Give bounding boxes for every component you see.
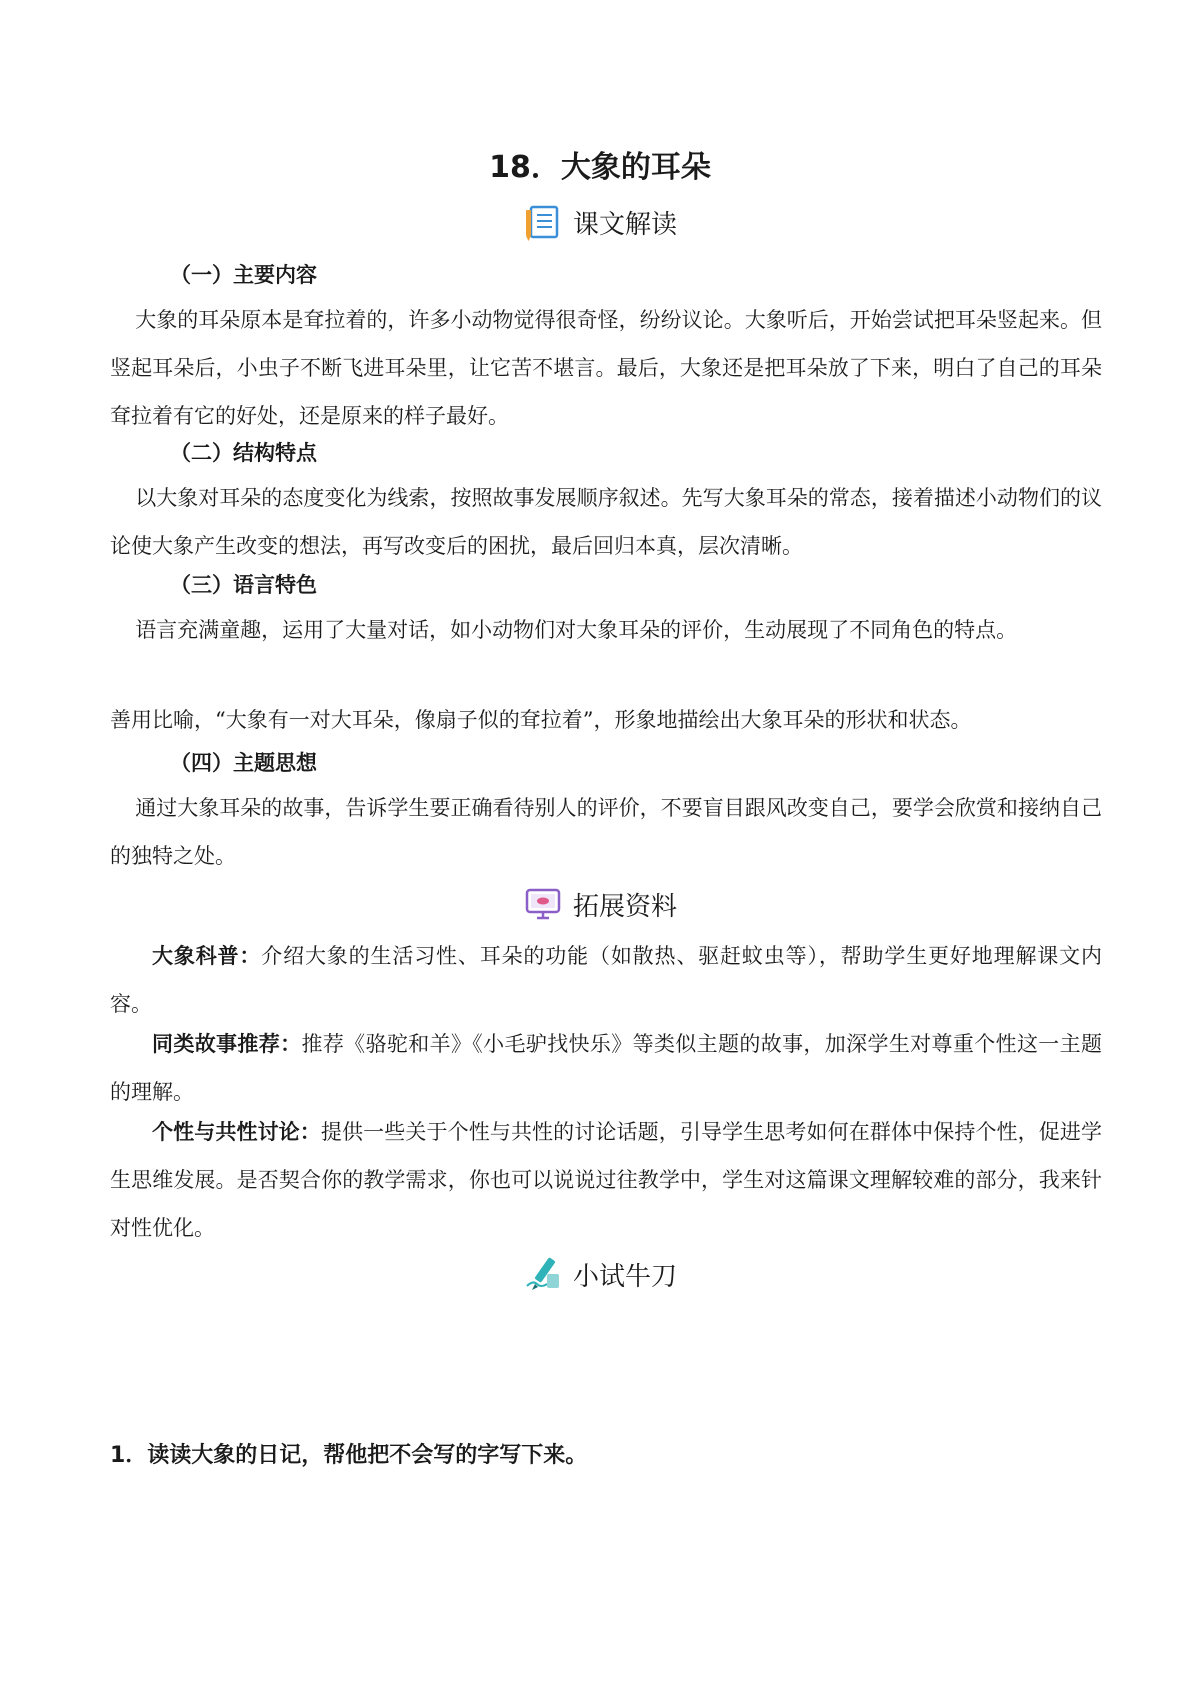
paragraph-discussion — [110, 1108, 1102, 1252]
section-heading-extension — [0, 882, 1200, 926]
notebook-pencil-icon — [523, 202, 563, 242]
paragraph-language-2: 善用比喻，“大象有一对大耳朵，像扇子似的耷拉着”，形象地描绘出大象耳朵的形状和状态。 — [110, 708, 972, 732]
heading-main-content: （一）主要内容 — [170, 263, 317, 287]
heading-theme: （四）主题思想 — [170, 751, 317, 775]
paragraph-stories — [110, 1020, 1102, 1116]
section-label-practice: 小试牛刀 — [572, 1261, 677, 1292]
section-label-reading: 课文解读 — [572, 209, 677, 240]
pen-writing-icon — [523, 1254, 563, 1294]
heading-language: （三）语言特色 — [170, 573, 317, 597]
monitor-icon — [523, 884, 563, 924]
label-discussion: 个性与共性讨论： — [152, 1120, 321, 1144]
page-title: 18．大象的耳朵 — [489, 150, 711, 185]
paragraph-language-1: 语言充满童趣，运用了大量对话，如小动物们对大象耳朵的评价，生动展现了不同角色的特点。 — [135, 618, 1018, 642]
paragraph-science — [110, 932, 1102, 1028]
text-science: 介绍大象的生活习性、耳朵的功能（如散热、驱赶蚊虫等），帮助学生更好地理解课文内容。 — [110, 944, 1103, 1016]
paragraph-main-content: 大象的耳朵原本是耷拉着的，许多小动物觉得很奇怪，纷纷议论。大象听后，开始尝试把耳朵竖起来。但竖起耳朵后，小虫子不断飞进耳朵里，让它苦不堪言。最后，大象还是把耳朵放了下来，明白了自己的耳朵耷拉着有它的好处，还是原来的样子最好。 — [110, 308, 1102, 428]
section-label-extension: 拓展资料 — [572, 891, 677, 922]
paragraph-structure: 以大象对耳朵的态度变化为线索，按照故事发展顺序叙述。先写大象耳朵的常态，接着描述小动物们的议论使大象产生改变的想法，再写改变后的困扰，最后回归本真，层次清晰。 — [110, 486, 1102, 558]
section-heading-practice — [0, 1252, 1200, 1296]
heading-structure: （二）结构特点 — [170, 441, 317, 465]
label-science: 大象科普： — [152, 944, 262, 968]
text-stories: 推荐《骆驼和羊》《小毛驴找快乐》等类似主题的故事，加深学生对尊重个性这一主题的理解。 — [110, 1032, 1102, 1104]
paragraph-theme: 通过大象耳朵的故事，告诉学生要正确看待别人的评价，不要盲目跟风改变自己，要学会欣赏和接纳自己的独特之处。 — [110, 796, 1102, 868]
label-stories: 同类故事推荐： — [152, 1032, 302, 1056]
section-heading-reading — [0, 200, 1200, 244]
question-1: 1．读读大象的日记，帮他把不会写的字写下来。 — [110, 1443, 588, 1468]
text-discussion: 提供一些关于个性与共性的讨论话题，引导学生思考如何在群体中保持个性，促进学生思维发展。是否契合你的教学需求，你也可以说说过往教学中，学生对这篇课文理解较难的部分，我来针对性优化。 — [110, 1120, 1103, 1240]
